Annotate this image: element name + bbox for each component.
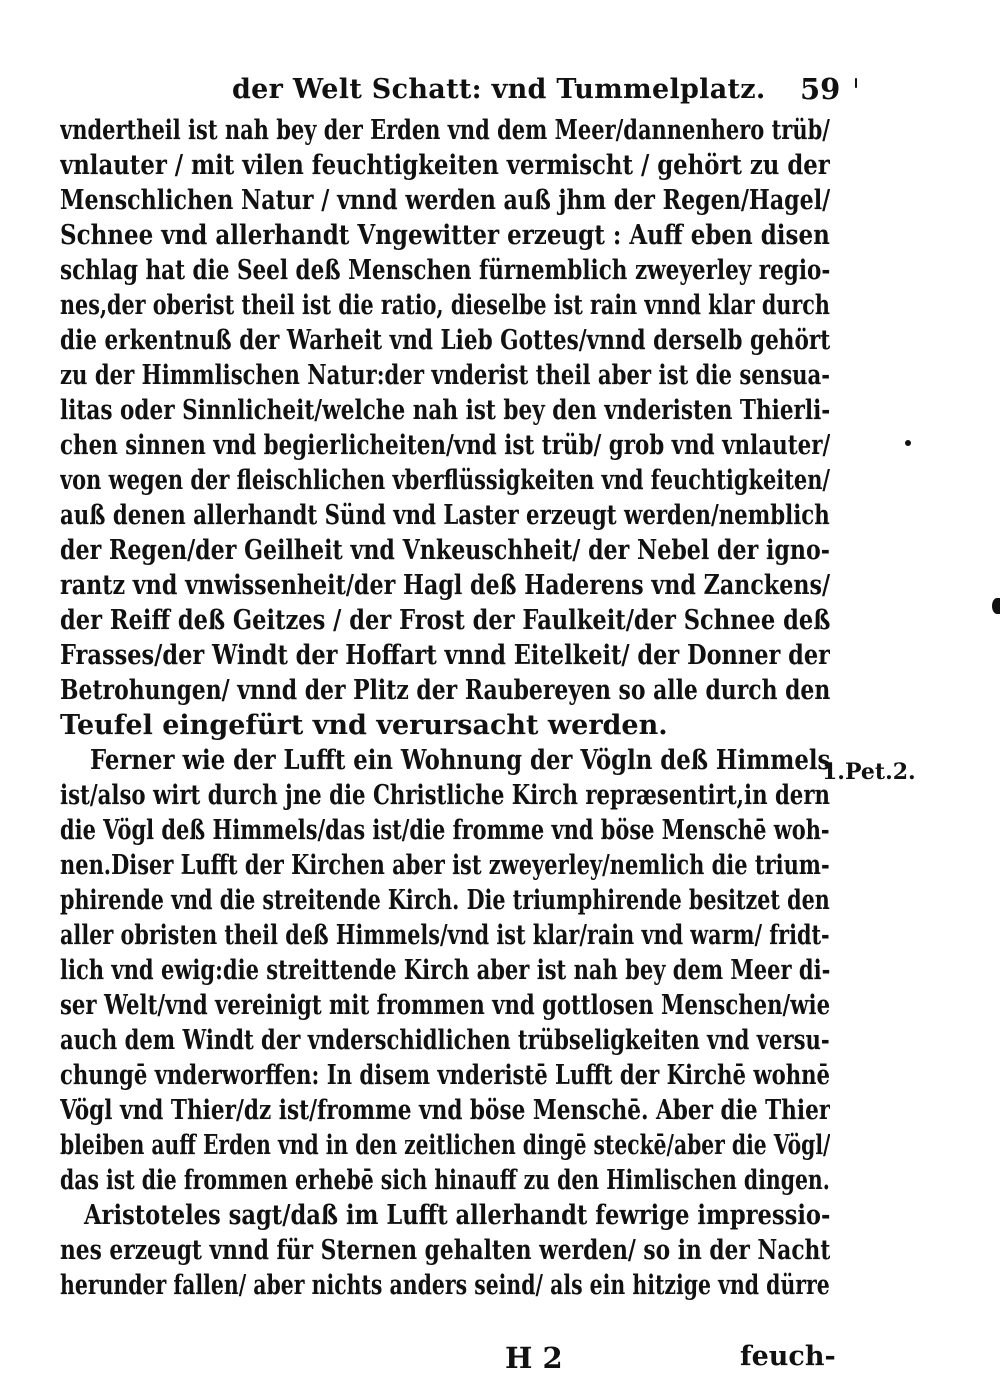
ink-speck: [992, 598, 1000, 614]
text-line: nes,der oberist theil ist die ratio, dieselbe ist rain vnnd klar durch: [60, 290, 830, 321]
text-line: phirende vnd die streitende Kirch. Die triumphirende besitzet den: [60, 885, 830, 916]
text-line: bleiben auff Erden vnd in den zeitlichen dingē steckē/aber die Vögl/: [60, 1130, 830, 1161]
paragraph-start-line: Ferner wie der Lufft ein Wohnung der Vögln deß Himmels: [90, 745, 830, 776]
signature-mark: H 2: [505, 1341, 563, 1375]
margin-note: 1.Pet.2.: [822, 759, 916, 785]
text-line: schlag hat die Seel deß Menschen fürnemblich zweyerley regio-: [60, 255, 830, 286]
text-line: Menschlichen Natur / vnnd werden auß jhm der Regen/Hagel/: [60, 185, 830, 216]
text-line: von wegen der fleischlichen vberflüssigkeiten vnd feuchtigkeiten/: [60, 465, 830, 496]
text-line: nen.Diser Lufft der Kirchen aber ist zweyerley/nemlich die trium-: [60, 850, 830, 881]
text-line: auß denen allerhandt Sünd vnd Laster erzeugt werden/nemblich: [60, 500, 830, 531]
paragraph-start-line: Aristoteles sagt/daß im Lufft allerhandt fewrige impressio-: [84, 1200, 830, 1231]
text-line: Betrohungen/ vnnd der Plitz der Raubereyen so alle durch den: [60, 675, 830, 706]
text-line: Vögl vnd Thier/dz ist/fromme vnd böse Menschē. Aber die Thier: [60, 1095, 830, 1126]
text-line: das ist die frommen erhebē sich hinauff zu den Himlischen dingen.: [60, 1165, 830, 1196]
text-line: Schnee vnd allerhandt Vngewitter erzeugt : Auff eben disen: [60, 220, 830, 251]
text-line: zu der Himmlischen Natur:der vnderist theil aber ist die sensua-: [60, 360, 830, 391]
text-line: vndertheil ist nah bey der Erden vnd dem Meer/dannenhero trüb/: [60, 115, 830, 146]
text-line: vnlauter / mit vilen feuchtigkeiten vermischt / gehört zu der: [60, 150, 830, 181]
text-line: Frasses/der Windt der Hoffart vnnd Eitelkeit/ der Donner der: [60, 640, 830, 671]
text-line: chen sinnen vnd begierlicheiten/vnd ist trüb/ grob vnd vnlauter/: [60, 430, 830, 461]
text-line: der Reiff deß Geitzes / der Frost der Faulkeit/der Schnee deß: [60, 605, 830, 636]
text-line: lich vnd ewig:die streittende Kirch aber ist nah bey dem Meer di-: [60, 955, 830, 986]
catchword: feuch-: [740, 1341, 836, 1372]
text-line: nes erzeugt vnnd für Sternen gehalten werden/ so in der Nacht: [60, 1235, 830, 1266]
text-line: chungē vnderworffen: In disem vnderistē Lufft der Kirchē wohnē: [60, 1060, 830, 1091]
page-number: 59: [800, 72, 841, 106]
text-line: ser Welt/vnd vereinigt mit frommen vnd gottlosen Menschen/wie: [60, 990, 830, 1021]
text-line: der Regen/der Geilheit vnd Vnkeuschheit/ der Nebel der igno-: [60, 535, 830, 566]
text-line: litas oder Sinnlicheit/welche nah ist bey den vnderisten Thierli-: [60, 395, 830, 426]
text-line: die Vögl deß Himmels/das ist/die fromme vnd böse Menschē woh-: [60, 815, 830, 846]
text-line: aller obristen theil deß Himmels/vnd ist klar/rain vnd warm/ fridt-: [60, 920, 830, 951]
ink-speck: [855, 78, 857, 88]
text-line: Teufel eingefürt vnd verursacht werden.: [60, 710, 668, 741]
text-line: auch dem Windt der vnderschidlichen trübseligkeiten vnd versu-: [60, 1025, 830, 1056]
ink-speck: [905, 440, 911, 446]
running-head: der Welt Schatt: vnd Tummelplatz.: [232, 74, 766, 105]
text-line: rantz vnd vnwissenheit/der Hagl deß Haderens vnd Zanckens/: [60, 570, 830, 601]
text-line: die erkentnuß der Warheit vnd Lieb Gottes/vnnd derselb gehört: [60, 325, 830, 356]
body-text: [60, 113, 830, 1303]
text-line: herunder fallen/ aber nichts anders seind/ als ein hitzige vnd dürre: [60, 1270, 830, 1301]
text-line: ist/also wirt durch jne die Christliche Kirch repræsentirt,in dern: [60, 780, 830, 811]
